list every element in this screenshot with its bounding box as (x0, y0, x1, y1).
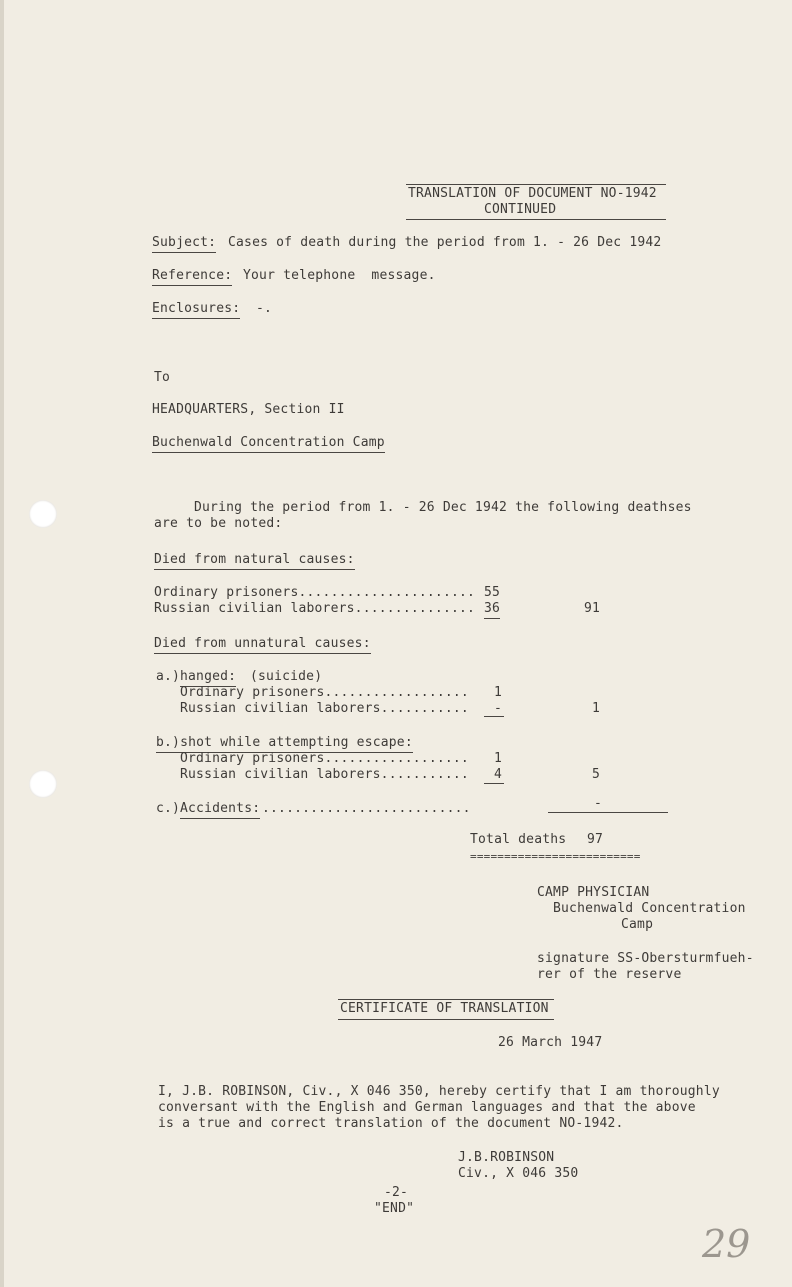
total-deaths-label: Total deaths (470, 832, 567, 847)
unnatural-a-prefix: a.) (156, 669, 181, 684)
enclosures-label: Enclosures: (152, 301, 240, 319)
title-rule-bottom (406, 219, 666, 220)
unnatural-b-row-2-rule (484, 783, 504, 784)
unnatural-b-row-1-label: Ordinary prisoners.................. (180, 751, 469, 766)
address-line2: Buchenwald Concentration Camp (152, 435, 385, 453)
unnatural-a-total: 1 (592, 701, 601, 716)
signature-title: CAMP PHYSICIAN (537, 885, 650, 900)
unnatural-c-total-rule (548, 812, 668, 813)
unnatural-a-row-2-value: - (494, 701, 503, 716)
total-deaths-value: 97 (587, 832, 604, 847)
natural-heading: Died from natural causes: (154, 552, 355, 570)
end-marker: "END" (374, 1201, 415, 1216)
certificate-line3: is a true and correct translation of the document NO-1942. (158, 1116, 624, 1131)
document-subtitle: CONTINUED (484, 202, 556, 220)
certificate-heading: CERTIFICATE OF TRANSLATION (340, 1001, 549, 1016)
certificate-signer-id: Civ., X 046 350 (458, 1166, 579, 1181)
certificate-signer-name: J.B.ROBINSON (458, 1150, 555, 1165)
unnatural-a-label: hanged: (180, 669, 236, 687)
reference-label: Reference: (152, 268, 232, 286)
address-to: To (154, 370, 171, 385)
unnatural-c-dots: .......................... (262, 801, 471, 816)
signature-sig1: signature SS-Obersturmfueh- (537, 951, 754, 966)
page-number-typed: -2- (384, 1185, 409, 1200)
certificate-line2: conversant with the English and German languages and that the above (158, 1100, 696, 1115)
natural-total: 91 (584, 601, 601, 616)
total-deaths-underline: ========================= (470, 850, 641, 863)
intro-line1: During the period from 1. - 26 Dec 1942 the following deathses (194, 500, 692, 515)
certificate-rule-top (338, 999, 554, 1000)
unnatural-b-label: b.)shot while attempting escape: (156, 735, 413, 753)
punch-hole-top (29, 500, 57, 528)
intro-line2: are to be noted: (154, 516, 283, 531)
signature-sig2: rer of the reserve (537, 967, 682, 982)
punch-hole-bottom (29, 770, 57, 798)
page-edge (0, 0, 4, 1287)
unnatural-a-row-1-value: 1 (494, 685, 503, 700)
reference-text: Your telephone message. (243, 268, 436, 283)
unnatural-c-prefix: c.) (156, 801, 181, 816)
document-title: TRANSLATION OF DOCUMENT NO-1942 (408, 186, 657, 201)
unnatural-a-note: (suicide) (250, 669, 323, 684)
title-rule-top (406, 184, 666, 185)
unnatural-c-total: - (594, 796, 603, 811)
signature-line3: Camp (621, 917, 654, 932)
address-line1: HEADQUARTERS, Section II (152, 402, 345, 417)
subject-text: Cases of death during the period from 1. - 26 Dec 1942 (228, 235, 662, 250)
enclosures-text: -. (256, 301, 273, 316)
unnatural-b-row-2-value: 4 (494, 767, 503, 782)
signature-line2: Buchenwald Concentration (553, 901, 746, 916)
subject-label: Subject: (152, 235, 216, 253)
certificate-line1: I, J.B. ROBINSON, Civ., X 046 350, hereby certify that I am thoroughly (158, 1084, 720, 1099)
unnatural-a-row-2-label: Russian civilian laborers........... (180, 701, 469, 716)
unnatural-a-row-1-label: Ordinary prisoners.................. (180, 685, 469, 700)
natural-row-1-value: 55 (484, 585, 501, 600)
natural-row-2-value: 36 (484, 601, 500, 619)
natural-row-2-label: Russian civilian laborers............... (154, 601, 476, 616)
handwritten-page-number: 29 (702, 1222, 751, 1266)
natural-row-1-label: Ordinary prisoners...................... (154, 585, 476, 600)
unnatural-b-row-1-value: 1 (494, 751, 503, 766)
unnatural-a-row-2-rule (484, 716, 504, 717)
unnatural-c-label: Accidents: (180, 801, 260, 819)
unnatural-heading: Died from unnatural causes: (154, 636, 371, 654)
unnatural-b-total: 5 (592, 767, 601, 782)
certificate-rule-bottom (338, 1019, 554, 1020)
certificate-date: 26 March 1947 (498, 1035, 603, 1050)
unnatural-b-row-2-label: Russian civilian laborers........... (180, 767, 469, 782)
